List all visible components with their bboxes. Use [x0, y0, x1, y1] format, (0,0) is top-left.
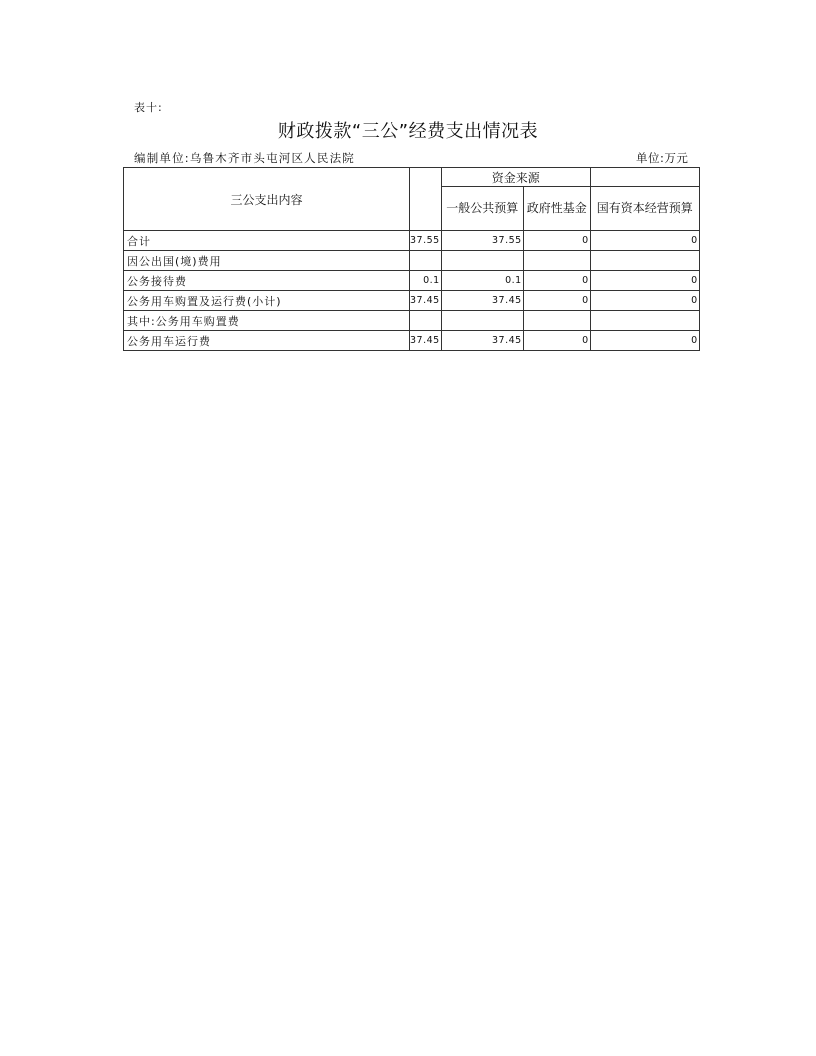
- header-total: [410, 168, 442, 231]
- table-row: [124, 231, 700, 251]
- currency-unit: 单位:万元: [636, 151, 689, 165]
- cell-gov-fund: [523, 311, 590, 331]
- header-row-1: [124, 168, 700, 187]
- expense-table: [123, 167, 700, 351]
- cell-total: 37.45: [410, 291, 442, 311]
- cell-gov-fund: 0: [523, 231, 590, 251]
- cell-general: 37.45: [441, 331, 523, 351]
- row-label: 公务用车运行费: [124, 331, 410, 351]
- cell-total: 37.45: [410, 331, 442, 351]
- cell-general: 0.1: [441, 271, 523, 291]
- cell-state-capital: 0: [590, 291, 699, 311]
- compiling-unit: 编制单位:乌鲁木齐市头屯河区人民法院: [134, 151, 355, 165]
- header-general-budget: 一般公共预算: [441, 187, 523, 231]
- cell-total: 0.1: [410, 271, 442, 291]
- cell-gov-fund: 0: [523, 271, 590, 291]
- header-funding-source: 资金来源: [441, 168, 590, 187]
- row-label: 因公出国(境)费用: [124, 251, 410, 271]
- cell-total: 37.55: [410, 231, 442, 251]
- cell-gov-fund: 0: [523, 331, 590, 351]
- row-label: 合计: [124, 231, 410, 251]
- cell-gov-fund: 0: [523, 291, 590, 311]
- table-row: [124, 331, 700, 351]
- row-label: 公务接待费: [124, 271, 410, 291]
- cell-general: 37.45: [441, 291, 523, 311]
- header-content: 三公支出内容: [124, 168, 410, 231]
- header-gov-fund: 政府性基金: [523, 187, 590, 231]
- header-blank: [590, 168, 699, 187]
- row-label: 其中:公务用车购置费: [124, 311, 410, 331]
- table-row: [124, 271, 700, 291]
- cell-total: [410, 311, 442, 331]
- table-row: [124, 251, 700, 271]
- cell-state-capital: 0: [590, 331, 699, 351]
- table-number: 表十:: [134, 101, 163, 114]
- cell-general: [441, 311, 523, 331]
- cell-state-capital: 0: [590, 231, 699, 251]
- cell-gov-fund: [523, 251, 590, 271]
- row-label: 公务用车购置及运行费(小计): [124, 291, 410, 311]
- cell-state-capital: 0: [590, 271, 699, 291]
- header-state-capital: 国有资本经营预算: [590, 187, 699, 231]
- table-row: [124, 311, 700, 331]
- cell-general: 37.55: [441, 231, 523, 251]
- cell-state-capital: [590, 251, 699, 271]
- cell-general: [441, 251, 523, 271]
- cell-total: [410, 251, 442, 271]
- table-row: [124, 291, 700, 311]
- page-title: 财政拨款“三公”经费支出情况表: [277, 121, 539, 142]
- cell-state-capital: [590, 311, 699, 331]
